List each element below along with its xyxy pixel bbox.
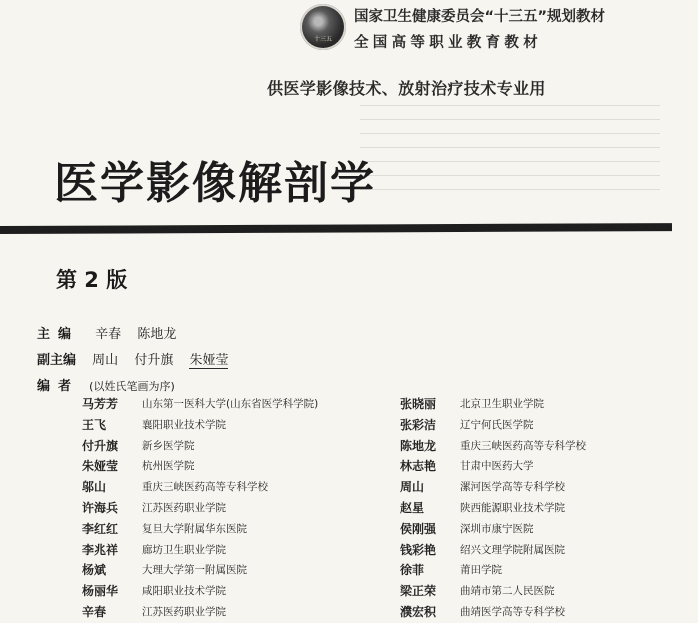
contributors-list-right xyxy=(400,394,690,623)
contributor-affiliation: 重庆三峡医药高等专科学校 xyxy=(142,481,268,494)
editor-names xyxy=(83,327,176,342)
contributor-name: 赵星 xyxy=(400,500,425,515)
edition-label: 第 2 版 xyxy=(56,268,128,292)
list-item xyxy=(82,560,392,581)
contributor-name: 张晓丽 xyxy=(400,397,437,411)
contributor-name: 辛春 xyxy=(82,604,107,619)
list-item xyxy=(82,498,392,519)
contributors-label: 编者 xyxy=(37,379,80,394)
contributor-name: 马芳芳 xyxy=(82,397,119,411)
contributor-name: 李兆祥 xyxy=(82,542,119,557)
contributor-affiliation: 漯河医学高等专科学校 xyxy=(460,481,565,494)
list-item xyxy=(400,415,690,436)
list-item xyxy=(400,394,690,415)
contributor-name: 王飞 xyxy=(82,417,107,432)
list-item xyxy=(400,456,690,477)
contributor-name: 杨斌 xyxy=(82,563,107,578)
deputy-editor-name: 付升旗 xyxy=(134,353,174,368)
book-title: 医学影像解剖学 xyxy=(54,158,376,209)
list-item xyxy=(82,394,392,415)
list-item xyxy=(82,581,392,602)
contributor-name: 邬山 xyxy=(82,480,107,495)
seal-label: 十三五 xyxy=(313,36,332,43)
contributor-affiliation: 曲靖市第二人民医院 xyxy=(460,585,555,598)
bleed-through-lines xyxy=(360,105,660,215)
contributor-affiliation: 莆田学院 xyxy=(460,564,502,577)
usage-statement: 供医学影像技术、放射治疗技术专业用 xyxy=(267,79,546,98)
contributor-affiliation: 江苏医药职业学院 xyxy=(142,501,226,514)
contributors-order-note: (以姓氏笔画为序) xyxy=(89,380,175,393)
contributor-name: 梁正荣 xyxy=(400,584,437,599)
list-item xyxy=(82,477,392,498)
contributor-affiliation: 廊坊卫生职业学院 xyxy=(142,543,226,556)
series-seal-logo xyxy=(300,4,346,50)
list-item xyxy=(400,436,690,457)
contributor-affiliation: 江苏医药职业学院 xyxy=(142,605,226,618)
editor-name: 陈地龙 xyxy=(137,327,177,342)
contributor-name: 张彩洁 xyxy=(400,417,437,432)
contributor-name: 许海兵 xyxy=(82,500,119,515)
deputy-editor-name: 周山 xyxy=(92,353,119,368)
contributor-name: 李红红 xyxy=(82,521,119,536)
contributor-name: 朱娅莹 xyxy=(82,459,119,474)
contributor-affiliation: 大理大学第一附属医院 xyxy=(142,564,247,577)
contributor-affiliation: 山东第一医科大学(山东省医学科学院) xyxy=(142,398,319,410)
contributor-name: 杨丽华 xyxy=(82,584,119,599)
list-item xyxy=(400,560,690,581)
contributor-affiliation: 新乡医学院 xyxy=(142,439,195,452)
contributor-affiliation: 襄阳职业技术学院 xyxy=(142,418,226,431)
title-divider xyxy=(0,223,672,234)
series-line-2: 全国高等职业教育教材 xyxy=(354,35,542,51)
deputy-editor-name: 朱娅莹 xyxy=(189,353,229,368)
list-item xyxy=(400,602,690,623)
contributor-name: 侯刚强 xyxy=(400,521,437,536)
list-item xyxy=(400,477,690,498)
contributor-affiliation: 重庆三峡医药高等专科学校 xyxy=(460,439,586,452)
contributor-affiliation: 曲靖医学高等专科学校 xyxy=(460,605,565,618)
contributor-affiliation: 咸阳职业技术学院 xyxy=(142,585,226,598)
deputy-editor-names xyxy=(80,353,228,368)
contributor-affiliation: 陕西能源职业技术学院 xyxy=(460,501,565,514)
contributor-name: 周山 xyxy=(400,480,425,495)
editor-row xyxy=(37,323,176,342)
contributor-name: 陈地龙 xyxy=(400,438,437,453)
contributors-list-left xyxy=(82,394,392,623)
list-item xyxy=(400,540,690,561)
contributor-name: 钱彩艳 xyxy=(400,542,437,557)
contributor-affiliation: 杭州医学院 xyxy=(142,460,195,473)
list-item xyxy=(400,581,690,602)
contributor-affiliation: 绍兴文理学院附属医院 xyxy=(460,543,565,556)
list-item xyxy=(400,498,690,519)
list-item xyxy=(82,540,392,561)
editor-label: 主编 xyxy=(37,327,80,342)
editor-name: 辛春 xyxy=(95,327,122,342)
contributor-name: 濮宏积 xyxy=(400,604,437,619)
list-item xyxy=(82,602,392,623)
series-line-1: 国家卫生健康委员会“十三五”规划教材 xyxy=(354,9,606,25)
list-item xyxy=(82,415,392,436)
list-item xyxy=(82,436,392,457)
contributor-affiliation: 复旦大学附属华东医院 xyxy=(142,522,247,535)
contributor-name: 徐菲 xyxy=(400,563,425,578)
deputy-editor-label: 副主编 xyxy=(37,353,77,368)
list-item xyxy=(400,519,690,540)
list-item xyxy=(82,456,392,477)
contributor-affiliation: 辽宁何氏医学院 xyxy=(460,418,534,431)
contributors-row xyxy=(37,375,175,394)
contributor-name: 付升旗 xyxy=(82,438,119,453)
list-item xyxy=(82,519,392,540)
contributor-name: 林志艳 xyxy=(400,459,437,474)
contributor-affiliation: 北京卫生职业学院 xyxy=(460,398,544,410)
deputy-editor-row xyxy=(37,349,228,368)
contributor-affiliation: 甘肃中医药大学 xyxy=(460,460,534,473)
contributor-affiliation: 深圳市康宁医院 xyxy=(460,522,534,535)
